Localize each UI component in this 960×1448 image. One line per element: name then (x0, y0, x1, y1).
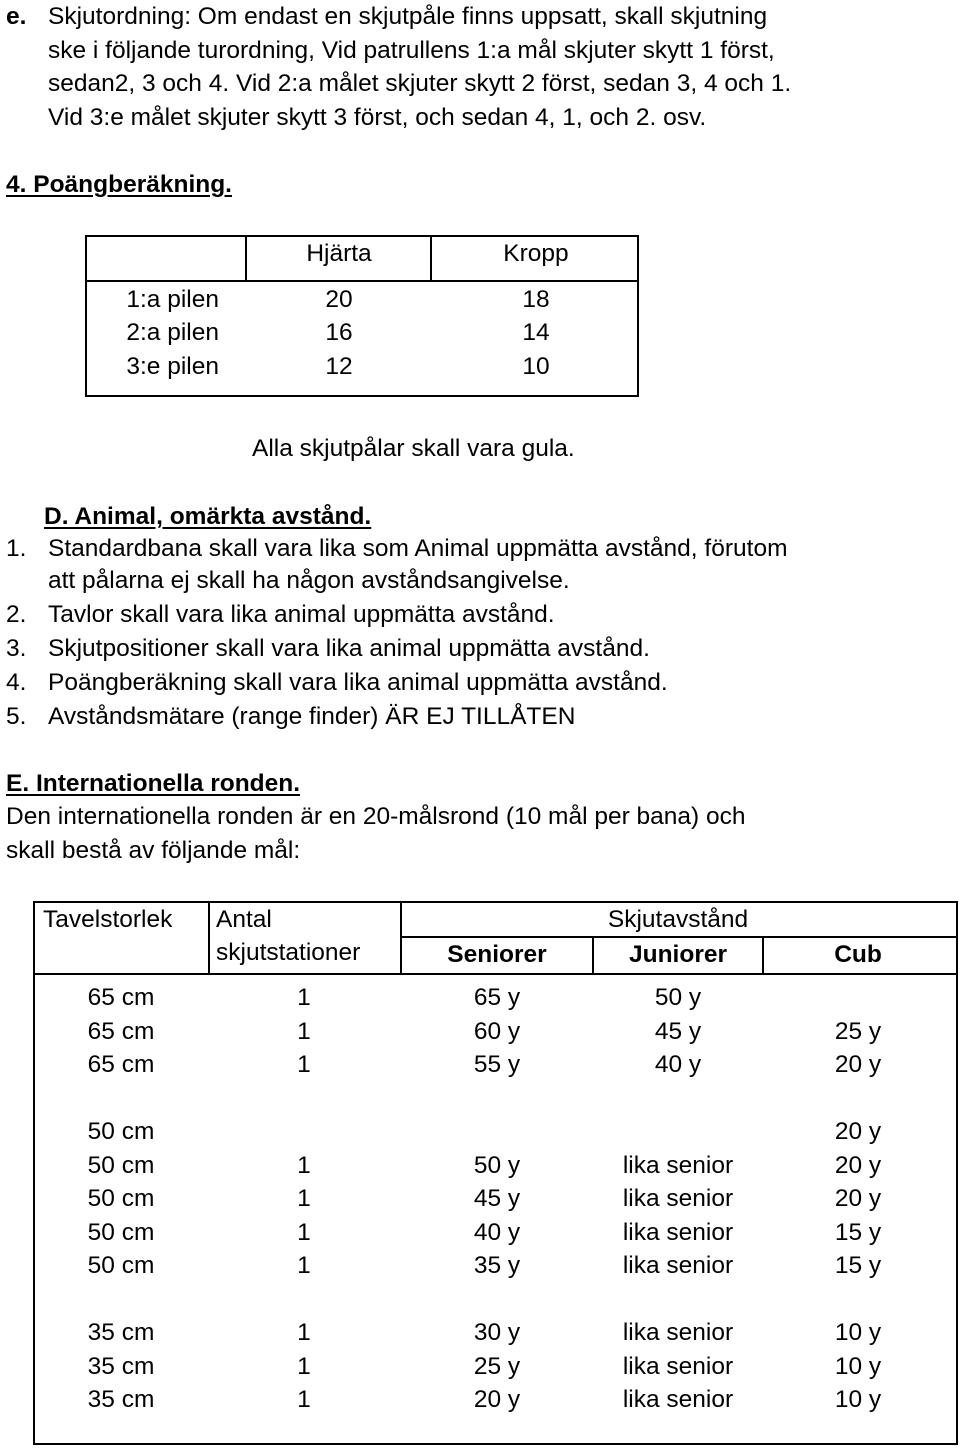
cell-antal: 1 (297, 1152, 311, 1179)
hjarta-value: 12 (325, 353, 353, 380)
header-juniorer: Juniorer (628, 941, 728, 968)
cell-tavelstorlek: 50 cm (87, 1219, 155, 1246)
cell-senior: 60 y (473, 1018, 521, 1045)
cell-senior: 55 y (473, 1051, 521, 1078)
header-antal: Antal (216, 906, 272, 933)
hjarta-value: 16 (325, 319, 353, 346)
cell-antal: 1 (297, 1018, 311, 1045)
table-divider (762, 936, 764, 975)
list-item: Avståndsmätare (range finder) ÄR EJ TILLÅTEN (48, 703, 576, 730)
cell-senior: 40 y (473, 1219, 521, 1246)
cell-senior: 20 y (473, 1386, 521, 1413)
table-divider (400, 901, 402, 975)
header-seniorer: Seniorer (447, 941, 547, 968)
cell-tavelstorlek: 35 cm (87, 1353, 155, 1380)
cell-cub: 20 y (834, 1152, 882, 1179)
paragraph-line: Skjutordning: Om endast en skjutpåle finns uppsatt, skall skjutning (48, 3, 768, 30)
hjarta-value: 20 (325, 286, 353, 313)
table-divider (208, 901, 210, 975)
paragraph-marker: e. (6, 3, 27, 30)
cell-junior: lika senior (622, 1386, 734, 1413)
paragraph-line: sedan2, 3 och 4. Vid 2:a målet skjuter skytt 2 först, sedan 3, 4 och 1. (48, 70, 792, 97)
cell-tavelstorlek: 50 cm (87, 1118, 155, 1145)
cell-cub: 10 y (834, 1386, 882, 1413)
section-e-text: Den internationella ronden är en 20-målsrond (10 mål per bana) och (6, 803, 746, 830)
table-divider (245, 235, 247, 282)
table-divider (430, 235, 432, 282)
kropp-value: 10 (522, 353, 550, 380)
kropp-value: 18 (522, 286, 550, 313)
paragraph-line: Vid 3:e målet skjuter skytt 3 först, och sedan 4, 1, och 2. osv. (48, 104, 707, 131)
cell-cub: 15 y (834, 1252, 882, 1279)
list-item: Tavlor skall vara lika animal uppmätta avstånd. (48, 601, 555, 628)
cell-senior: 30 y (473, 1319, 521, 1346)
header-cub: Cub (834, 941, 882, 968)
cell-cub: 10 y (834, 1319, 882, 1346)
cell-antal: 1 (297, 984, 311, 1011)
cell-antal: 1 (297, 1252, 311, 1279)
cell-cub: 15 y (834, 1219, 882, 1246)
cell-junior: 50 y (654, 984, 702, 1011)
cell-junior: lika senior (622, 1353, 734, 1380)
cell-senior: 50 y (473, 1152, 521, 1179)
table-divider (592, 936, 594, 975)
cell-junior: 45 y (654, 1018, 702, 1045)
list-number: 3. (6, 635, 27, 662)
cell-cub: 20 y (834, 1185, 882, 1212)
cell-antal: 1 (297, 1219, 311, 1246)
cell-junior: lika senior (622, 1252, 734, 1279)
cell-antal: 1 (297, 1319, 311, 1346)
cell-antal: 1 (297, 1185, 311, 1212)
cell-antal: 1 (297, 1386, 311, 1413)
column-header-kropp: Kropp (503, 240, 569, 267)
header-antal-sub: skjutstationer (216, 939, 361, 966)
cell-cub: 10 y (834, 1353, 882, 1380)
cell-tavelstorlek: 35 cm (87, 1319, 155, 1346)
cell-cub: 25 y (834, 1018, 882, 1045)
cell-tavelstorlek: 65 cm (87, 1051, 155, 1078)
cell-junior: lika senior (622, 1219, 734, 1246)
section-d-heading: D. Animal, omärkta avstånd. (44, 503, 372, 530)
list-number: 4. (6, 669, 27, 696)
cell-senior: 65 y (473, 984, 521, 1011)
cell-tavelstorlek: 50 cm (87, 1252, 155, 1279)
cell-senior: 25 y (473, 1353, 521, 1380)
cell-antal: 1 (297, 1353, 311, 1380)
column-header-hjarta: Hjärta (306, 240, 372, 267)
table-divider (85, 280, 639, 282)
cell-tavelstorlek: 35 cm (87, 1386, 155, 1413)
cell-junior: lika senior (622, 1152, 734, 1179)
section-e-heading: E. Internationella ronden. (6, 770, 301, 797)
row-label: 2:a pilen (126, 319, 219, 346)
section-e-text: skall bestå av följande mål: (6, 837, 301, 864)
cell-senior: 35 y (473, 1252, 521, 1279)
list-item: Skjutpositioner skall vara lika animal uppmätta avstånd. (48, 635, 650, 662)
table-divider (33, 973, 958, 975)
row-label: 3:e pilen (126, 353, 219, 380)
cell-junior: 40 y (654, 1051, 702, 1078)
list-number: 5. (6, 703, 27, 730)
table-divider (400, 936, 958, 938)
kropp-value: 14 (522, 319, 550, 346)
list-item: Poängberäkning skall vara lika animal uppmätta avstånd. (48, 669, 668, 696)
cell-tavelstorlek: 50 cm (87, 1152, 155, 1179)
scoring-heading: 4. Poängberäkning. (6, 171, 232, 198)
scoring-note: Alla skjutpålar skall vara gula. (252, 435, 575, 462)
list-number: 2. (6, 601, 27, 628)
paragraph-line: ske i följande turordning, Vid patrullens 1:a mål skjuter skytt 1 först, (48, 37, 775, 64)
cell-antal: 1 (297, 1051, 311, 1078)
row-label: 1:a pilen (126, 286, 219, 313)
list-item-continuation: att pålarna ej skall ha någon avståndsangivelse. (48, 567, 570, 594)
cell-tavelstorlek: 65 cm (87, 1018, 155, 1045)
header-skjutavstand: Skjutavstånd (607, 906, 749, 933)
list-number: 1. (6, 535, 27, 562)
list-item: Standardbana skall vara lika som Animal uppmätta avstånd, förutom (48, 535, 788, 562)
cell-cub: 20 y (834, 1051, 882, 1078)
cell-cub: 20 y (834, 1118, 882, 1145)
cell-tavelstorlek: 65 cm (87, 984, 155, 1011)
cell-junior: lika senior (622, 1319, 734, 1346)
cell-tavelstorlek: 50 cm (87, 1185, 155, 1212)
cell-senior: 45 y (473, 1185, 521, 1212)
cell-junior: lika senior (622, 1185, 734, 1212)
header-tavelstorlek: Tavelstorlek (43, 906, 173, 933)
